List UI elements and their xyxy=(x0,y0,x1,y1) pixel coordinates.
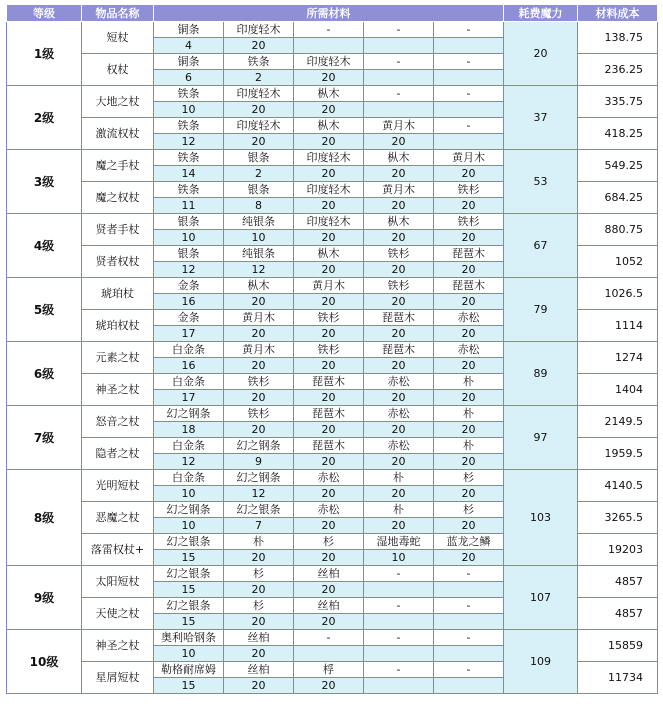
material-quantity xyxy=(434,678,504,694)
material-name: 铁条 xyxy=(154,150,224,166)
item-name: 琥珀杖 xyxy=(82,278,154,310)
material-name: 铁杉 xyxy=(294,310,364,326)
material-name: 铁杉 xyxy=(224,406,294,422)
material-quantity: 20 xyxy=(364,518,434,534)
material-quantity: 20 xyxy=(224,614,294,630)
mana-cost: 103 xyxy=(504,470,578,566)
material-quantity: 4 xyxy=(154,38,224,54)
material-quantity: 20 xyxy=(434,550,504,566)
material-name: 铁杉 xyxy=(364,278,434,294)
material-quantity: 12 xyxy=(224,486,294,502)
material-quantity xyxy=(364,38,434,54)
level-cell: 8级 xyxy=(7,470,82,566)
material-name: 奥利哈钢条 xyxy=(154,630,224,646)
material-cost: 335.75 xyxy=(578,86,658,118)
level-cell: 5级 xyxy=(7,278,82,342)
material-quantity xyxy=(364,582,434,598)
item-name: 怒音之杖 xyxy=(82,406,154,438)
material-cost: 11734 xyxy=(578,662,658,694)
material-quantity: 20 xyxy=(364,390,434,406)
material-quantity: 12 xyxy=(154,134,224,150)
material-quantity: 2 xyxy=(224,166,294,182)
material-name: 杉 xyxy=(434,502,504,518)
material-cost: 1959.5 xyxy=(578,438,658,470)
material-name: 朴 xyxy=(434,374,504,390)
material-quantity: 10 xyxy=(154,486,224,502)
material-quantity: 20 xyxy=(434,294,504,310)
mana-cost: 53 xyxy=(504,150,578,214)
material-quantity: 10 xyxy=(154,646,224,662)
material-name: 幻之钢条 xyxy=(224,438,294,454)
material-name: - xyxy=(434,54,504,70)
material-name: 白金条 xyxy=(154,342,224,358)
material-quantity xyxy=(434,134,504,150)
material-quantity xyxy=(294,38,364,54)
material-name: 枞木 xyxy=(294,118,364,134)
material-quantity: 20 xyxy=(294,582,364,598)
material-cost: 1052 xyxy=(578,246,658,278)
level-cell: 4级 xyxy=(7,214,82,278)
material-name: 枞木 xyxy=(224,278,294,294)
material-quantity: 20 xyxy=(294,358,364,374)
material-name: 铁杉 xyxy=(224,374,294,390)
material-quantity xyxy=(294,646,364,662)
material-name: 铁杉 xyxy=(434,214,504,230)
material-name: 赤松 xyxy=(434,342,504,358)
material-row xyxy=(7,150,658,166)
material-cost: 880.75 xyxy=(578,214,658,246)
material-quantity: 20 xyxy=(294,518,364,534)
material-quantity: 20 xyxy=(364,262,434,278)
material-quantity: 20 xyxy=(364,166,434,182)
material-name: 白金条 xyxy=(154,470,224,486)
material-name: 铁条 xyxy=(154,118,224,134)
item-name: 魔之权杖 xyxy=(82,182,154,214)
material-name: 银条 xyxy=(154,214,224,230)
material-name: - xyxy=(434,118,504,134)
material-quantity: 10 xyxy=(224,230,294,246)
material-row xyxy=(7,214,658,230)
material-name: 琵琶木 xyxy=(294,374,364,390)
material-cost: 549.25 xyxy=(578,150,658,182)
material-name: 印度轻木 xyxy=(294,214,364,230)
material-quantity: 20 xyxy=(224,550,294,566)
material-name: 赤松 xyxy=(364,406,434,422)
material-row xyxy=(7,22,658,38)
material-name: - xyxy=(364,598,434,614)
material-name: - xyxy=(434,22,504,38)
material-row xyxy=(7,630,658,646)
material-name: 丝柏 xyxy=(294,566,364,582)
header-item: 物品名称 xyxy=(82,5,154,22)
material-name: 黄月木 xyxy=(434,150,504,166)
material-cost: 2149.5 xyxy=(578,406,658,438)
item-name: 大地之杖 xyxy=(82,86,154,118)
material-quantity: 20 xyxy=(224,646,294,662)
item-name: 恶魔之杖 xyxy=(82,502,154,534)
material-quantity: 15 xyxy=(154,614,224,630)
material-name: 朴 xyxy=(434,406,504,422)
item-name: 神圣之杖 xyxy=(82,630,154,662)
material-quantity: 20 xyxy=(294,326,364,342)
material-name: 朴 xyxy=(224,534,294,550)
material-quantity: 20 xyxy=(434,390,504,406)
level-cell: 2级 xyxy=(7,86,82,150)
material-name: 赤松 xyxy=(364,374,434,390)
material-name: 黄月木 xyxy=(294,278,364,294)
material-quantity: 18 xyxy=(154,422,224,438)
mana-cost: 79 xyxy=(504,278,578,342)
material-name: 湿地毒蛇 xyxy=(364,534,434,550)
mana-cost: 89 xyxy=(504,342,578,406)
material-cost: 3265.5 xyxy=(578,502,658,534)
material-name: 琵琶木 xyxy=(434,278,504,294)
material-name: 朴 xyxy=(364,502,434,518)
material-name: 铜条 xyxy=(154,54,224,70)
material-name: - xyxy=(364,662,434,678)
material-name: 黄月木 xyxy=(224,310,294,326)
material-cost: 4857 xyxy=(578,598,658,630)
material-name: 铁杉 xyxy=(294,342,364,358)
material-cost: 4140.5 xyxy=(578,470,658,502)
material-quantity: 20 xyxy=(434,358,504,374)
material-quantity: 20 xyxy=(294,614,364,630)
material-quantity: 10 xyxy=(364,550,434,566)
material-name: 赤松 xyxy=(294,502,364,518)
material-quantity: 20 xyxy=(224,678,294,694)
material-quantity xyxy=(434,582,504,598)
material-name: 金条 xyxy=(154,310,224,326)
material-name: - xyxy=(434,662,504,678)
material-name: 赤松 xyxy=(364,438,434,454)
material-name: - xyxy=(434,630,504,646)
material-quantity: 2 xyxy=(224,70,294,86)
material-name: 铁杉 xyxy=(364,246,434,262)
material-quantity: 12 xyxy=(154,262,224,278)
material-name: 黄月木 xyxy=(364,182,434,198)
material-name: 枞木 xyxy=(294,246,364,262)
material-row xyxy=(7,86,658,102)
header-mana: 耗费魔力 xyxy=(504,5,578,22)
material-quantity: 20 xyxy=(294,390,364,406)
material-name: 幻之银条 xyxy=(224,502,294,518)
material-quantity: 20 xyxy=(294,70,364,86)
material-name: 赤松 xyxy=(294,470,364,486)
material-quantity: 10 xyxy=(154,230,224,246)
material-quantity: 17 xyxy=(154,390,224,406)
material-name: 铁条 xyxy=(154,182,224,198)
material-name: 勒格耐席姆 xyxy=(154,662,224,678)
item-name: 太阳短杖 xyxy=(82,566,154,598)
level-cell: 7级 xyxy=(7,406,82,470)
material-name: 桴 xyxy=(294,662,364,678)
material-name: 朴 xyxy=(364,470,434,486)
header-level: 等级 xyxy=(7,5,82,22)
material-quantity: 20 xyxy=(224,134,294,150)
material-name: 印度轻木 xyxy=(224,22,294,38)
material-quantity xyxy=(364,678,434,694)
mana-cost: 109 xyxy=(504,630,578,694)
material-quantity: 20 xyxy=(294,134,364,150)
material-name: 白金条 xyxy=(154,374,224,390)
material-name: 琵琶木 xyxy=(364,310,434,326)
material-quantity: 9 xyxy=(224,454,294,470)
material-quantity xyxy=(434,102,504,118)
header-cost: 材料成本 xyxy=(578,5,658,22)
material-name: 杉 xyxy=(224,598,294,614)
material-quantity: 17 xyxy=(154,326,224,342)
item-name: 琥珀权杖 xyxy=(82,310,154,342)
table-body xyxy=(7,22,658,694)
material-quantity: 20 xyxy=(224,38,294,54)
material-quantity: 14 xyxy=(154,166,224,182)
material-quantity: 20 xyxy=(294,550,364,566)
material-name: 丝柏 xyxy=(224,630,294,646)
mana-cost: 107 xyxy=(504,566,578,630)
material-cost: 138.75 xyxy=(578,22,658,54)
material-quantity xyxy=(364,70,434,86)
item-name: 落雷权杖+ xyxy=(82,534,154,566)
material-name: 幻之钢条 xyxy=(154,502,224,518)
material-name: 幻之钢条 xyxy=(224,470,294,486)
material-quantity: 12 xyxy=(224,262,294,278)
material-name: 枞木 xyxy=(364,150,434,166)
material-name: 铁条 xyxy=(224,54,294,70)
material-name: 枞木 xyxy=(294,86,364,102)
material-quantity xyxy=(364,646,434,662)
material-name: 铁条 xyxy=(154,86,224,102)
material-name: - xyxy=(364,630,434,646)
material-quantity: 20 xyxy=(434,518,504,534)
mana-cost: 67 xyxy=(504,214,578,278)
material-name: 幻之银条 xyxy=(154,566,224,582)
material-name: 幻之银条 xyxy=(154,598,224,614)
material-name: - xyxy=(434,86,504,102)
material-quantity: 20 xyxy=(364,230,434,246)
material-name: 印度轻木 xyxy=(294,182,364,198)
material-name: 纯银条 xyxy=(224,246,294,262)
material-name: 幻之钢条 xyxy=(154,406,224,422)
header-row xyxy=(7,5,658,22)
material-quantity: 20 xyxy=(364,198,434,214)
material-name: 印度轻木 xyxy=(294,150,364,166)
material-quantity: 20 xyxy=(224,294,294,310)
material-quantity: 20 xyxy=(364,422,434,438)
level-cell: 6级 xyxy=(7,342,82,406)
materials-table xyxy=(6,4,658,694)
mana-cost: 97 xyxy=(504,406,578,470)
material-quantity: 20 xyxy=(434,262,504,278)
material-quantity: 20 xyxy=(294,294,364,310)
material-name: 琵琶木 xyxy=(434,246,504,262)
level-cell: 1级 xyxy=(7,22,82,86)
material-name: 铁杉 xyxy=(434,182,504,198)
material-name: 铜条 xyxy=(154,22,224,38)
material-quantity: 15 xyxy=(154,550,224,566)
material-row xyxy=(7,342,658,358)
material-cost: 4857 xyxy=(578,566,658,598)
material-name: 蓝龙之鳞 xyxy=(434,534,504,550)
mana-cost: 20 xyxy=(504,22,578,86)
item-name: 元素之杖 xyxy=(82,342,154,374)
item-name: 权杖 xyxy=(82,54,154,86)
material-cost: 1274 xyxy=(578,342,658,374)
material-name: 琵琶木 xyxy=(364,342,434,358)
item-name: 贤者手杖 xyxy=(82,214,154,246)
material-name: 银条 xyxy=(224,150,294,166)
material-name: - xyxy=(434,566,504,582)
material-cost: 19203 xyxy=(578,534,658,566)
material-name: 枞木 xyxy=(364,214,434,230)
material-quantity: 20 xyxy=(294,102,364,118)
material-quantity xyxy=(434,38,504,54)
material-name: - xyxy=(434,598,504,614)
material-quantity: 20 xyxy=(224,102,294,118)
material-quantity: 20 xyxy=(434,454,504,470)
mana-cost: 37 xyxy=(504,86,578,150)
material-name: 杉 xyxy=(294,534,364,550)
material-name: 纯银条 xyxy=(224,214,294,230)
material-row xyxy=(7,566,658,582)
material-name: 黄月木 xyxy=(224,342,294,358)
level-cell: 10级 xyxy=(7,630,82,694)
material-name: - xyxy=(294,22,364,38)
material-quantity: 15 xyxy=(154,678,224,694)
material-quantity: 16 xyxy=(154,294,224,310)
material-name: 赤松 xyxy=(434,310,504,326)
material-quantity xyxy=(434,646,504,662)
material-cost: 684.25 xyxy=(578,182,658,214)
material-quantity: 20 xyxy=(434,486,504,502)
material-quantity: 20 xyxy=(294,230,364,246)
material-quantity: 20 xyxy=(364,294,434,310)
material-quantity: 20 xyxy=(294,678,364,694)
material-quantity: 20 xyxy=(224,326,294,342)
material-quantity: 15 xyxy=(154,582,224,598)
material-cost: 236.25 xyxy=(578,54,658,86)
material-cost: 15859 xyxy=(578,630,658,662)
material-quantity: 8 xyxy=(224,198,294,214)
material-quantity: 7 xyxy=(224,518,294,534)
material-quantity: 20 xyxy=(364,358,434,374)
material-quantity: 20 xyxy=(294,198,364,214)
material-quantity xyxy=(364,614,434,630)
item-name: 神圣之杖 xyxy=(82,374,154,406)
material-name: 印度轻木 xyxy=(224,86,294,102)
material-name: 幻之银条 xyxy=(154,534,224,550)
material-name: - xyxy=(364,54,434,70)
material-name: 杉 xyxy=(224,566,294,582)
material-quantity: 20 xyxy=(434,326,504,342)
material-quantity: 16 xyxy=(154,358,224,374)
material-quantity: 12 xyxy=(154,454,224,470)
material-name: 丝柏 xyxy=(224,662,294,678)
item-name: 短杖 xyxy=(82,22,154,54)
material-name: 印度轻木 xyxy=(224,118,294,134)
material-name: - xyxy=(294,630,364,646)
material-quantity: 20 xyxy=(434,422,504,438)
material-quantity: 20 xyxy=(364,134,434,150)
material-name: 黄月木 xyxy=(364,118,434,134)
material-name: 丝柏 xyxy=(294,598,364,614)
material-quantity: 20 xyxy=(434,166,504,182)
material-cost: 1114 xyxy=(578,310,658,342)
material-row xyxy=(7,278,658,294)
item-name: 隐者之杖 xyxy=(82,438,154,470)
material-name: 白金条 xyxy=(154,438,224,454)
material-quantity: 20 xyxy=(434,230,504,246)
item-name: 光明短杖 xyxy=(82,470,154,502)
item-name: 贤者权杖 xyxy=(82,246,154,278)
header-materials: 所需材料 xyxy=(154,5,504,22)
material-cost: 418.25 xyxy=(578,118,658,150)
material-name: - xyxy=(364,566,434,582)
material-quantity: 20 xyxy=(224,582,294,598)
item-name: 星屑短杖 xyxy=(82,662,154,694)
material-quantity: 20 xyxy=(294,454,364,470)
material-quantity: 20 xyxy=(294,422,364,438)
material-quantity xyxy=(434,70,504,86)
material-row xyxy=(7,470,658,486)
material-name: 杉 xyxy=(434,470,504,486)
material-quantity xyxy=(434,614,504,630)
level-cell: 3级 xyxy=(7,150,82,214)
material-name: 银条 xyxy=(154,246,224,262)
material-quantity: 20 xyxy=(294,166,364,182)
item-name: 天使之杖 xyxy=(82,598,154,630)
material-quantity: 11 xyxy=(154,198,224,214)
material-quantity: 10 xyxy=(154,518,224,534)
material-quantity: 20 xyxy=(224,390,294,406)
material-name: 印度轻木 xyxy=(294,54,364,70)
item-name: 魔之手杖 xyxy=(82,150,154,182)
item-name: 激流权杖 xyxy=(82,118,154,150)
material-quantity: 10 xyxy=(154,102,224,118)
material-name: 朴 xyxy=(434,438,504,454)
material-name: - xyxy=(364,22,434,38)
material-cost: 1404 xyxy=(578,374,658,406)
material-quantity: 20 xyxy=(364,326,434,342)
material-quantity: 20 xyxy=(294,486,364,502)
material-name: 金条 xyxy=(154,278,224,294)
material-quantity: 20 xyxy=(434,198,504,214)
material-quantity: 20 xyxy=(224,422,294,438)
material-row xyxy=(7,406,658,422)
level-cell: 9级 xyxy=(7,566,82,630)
material-name: 琵琶木 xyxy=(294,406,364,422)
material-quantity: 20 xyxy=(224,358,294,374)
material-quantity: 20 xyxy=(364,486,434,502)
material-quantity: 20 xyxy=(364,454,434,470)
material-name: 银条 xyxy=(224,182,294,198)
material-quantity: 20 xyxy=(294,262,364,278)
material-cost: 1026.5 xyxy=(578,278,658,310)
material-quantity xyxy=(364,102,434,118)
material-quantity: 6 xyxy=(154,70,224,86)
material-name: 琵琶木 xyxy=(294,438,364,454)
material-name: - xyxy=(364,86,434,102)
